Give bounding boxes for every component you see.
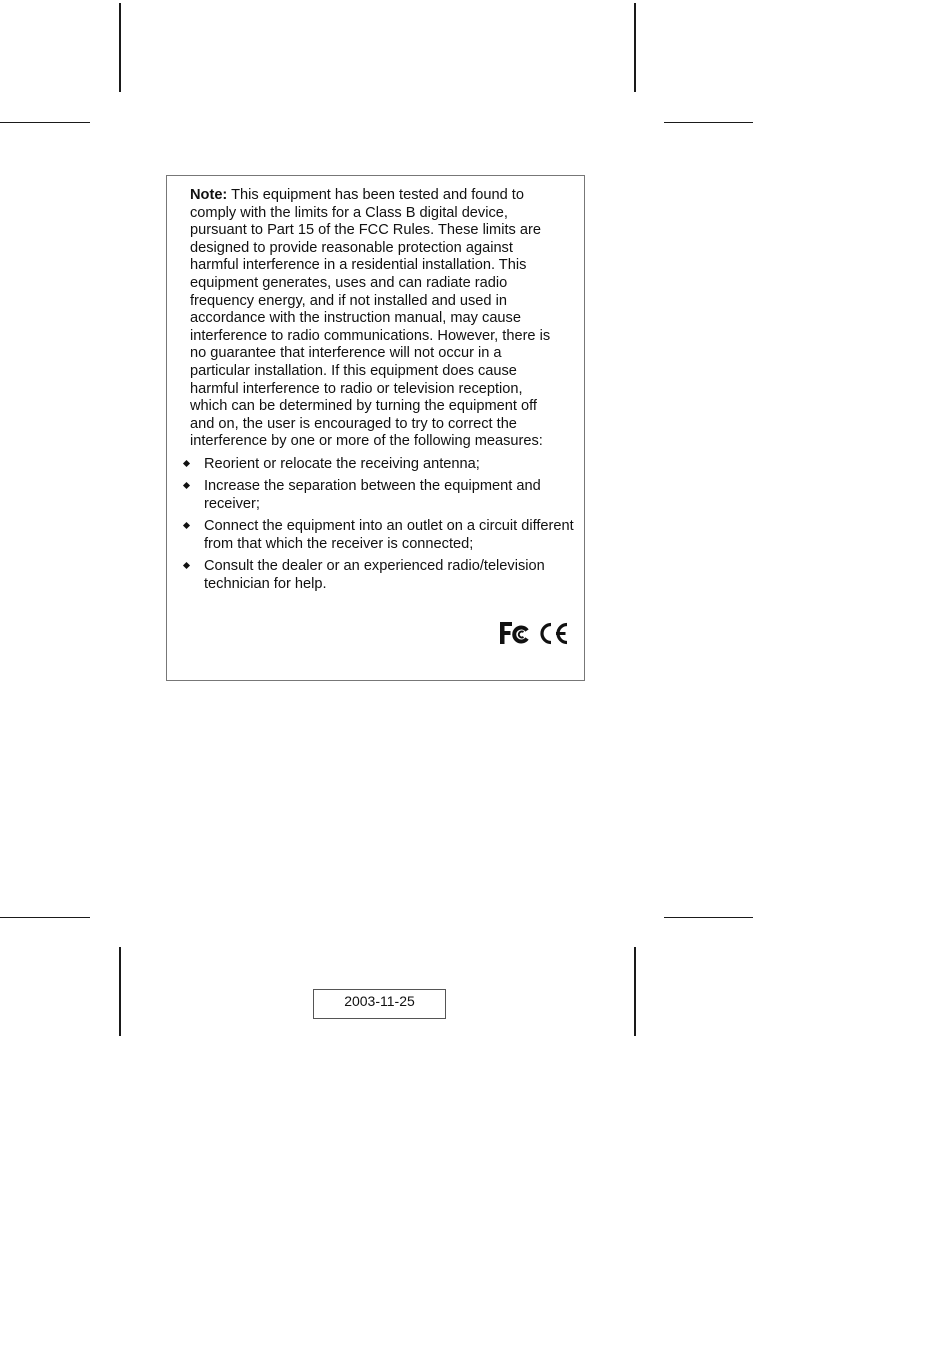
diamond-bullet-icon [183,562,190,569]
crop-mark-bottom-right-horizontal [664,917,753,918]
fcc-logo-icon [500,622,527,644]
diamond-bullet-icon [183,460,190,467]
fcc-notice-box [166,175,585,681]
crop-mark-top-left-horizontal [0,122,90,123]
measure-text: Consult the dealer or an experienced radio/television technician for help. [204,558,545,592]
list-item [182,477,582,513]
note-body: This equipment has been tested and found to comply with the limits for a Class B digital device, pursuant to Part 15 of the FCC Rules. These limits are designed to provide reasonable protection against harmful interference in a residential installation. This equipment generates, uses and can radiate radio frequency energy, and if not installed and used in accordance with the instruction manual, may cause interference to radio communications. However, there is no guarantee that interference will not occur in a particular installation. If this equipment does cause harmful interference to radio or television reception, which can be determined by turning the equipment off and on, the user is encouraged to try to correct the interference by one or more of the following measures: [190,187,551,450]
crop-mark-bottom-left-horizontal [0,917,90,918]
crop-mark-top-right-horizontal [664,122,753,123]
list-item [182,557,582,593]
fcc-notice-paragraph [190,187,560,451]
note-label: Note: [190,187,228,203]
list-item [182,455,582,473]
measure-text: Reorient or relocate the receiving antenna; [204,456,480,472]
diamond-bullet-icon [183,482,190,489]
measures-list [182,455,582,597]
crop-mark-bottom-left-vertical [119,947,121,1036]
diamond-bullet-icon [183,522,190,529]
crop-mark-top-right-vertical [634,3,636,92]
ce-mark-icon [542,625,567,643]
certification-marks [498,619,570,647]
date-stamp: 2003-11-25 [313,989,446,1019]
list-item [182,517,582,553]
measure-text: Increase the separation between the equipment and receiver; [204,478,541,512]
crop-mark-bottom-right-vertical [634,947,636,1036]
crop-mark-top-left-vertical [119,3,121,92]
measure-text: Connect the equipment into an outlet on a circuit different from that which the receiver is connected; [204,518,574,552]
